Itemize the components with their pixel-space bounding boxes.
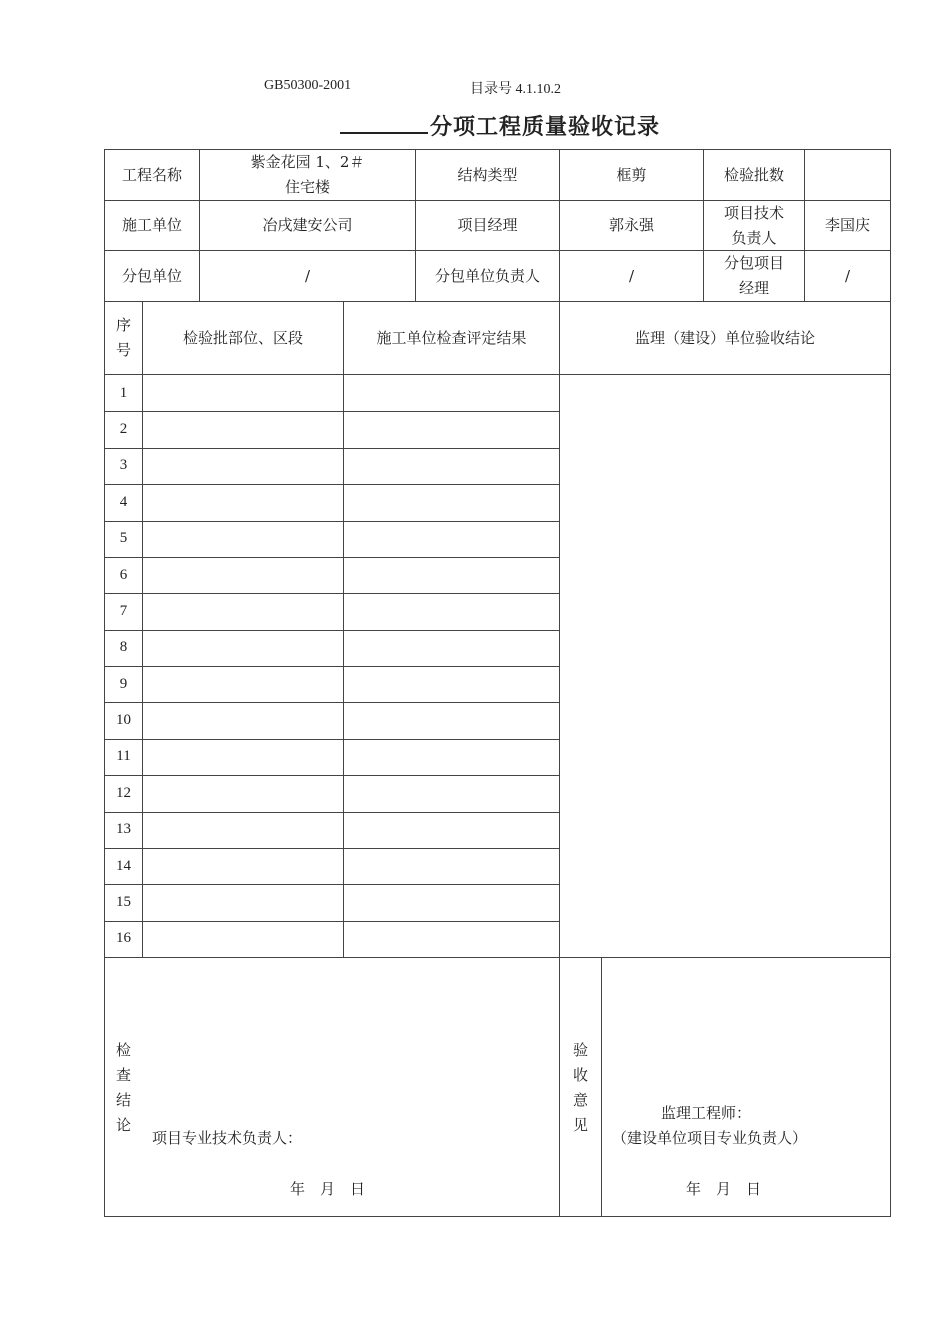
row-number: 11: [116, 748, 131, 765]
row-line: [104, 812, 560, 813]
row-result-cell[interactable]: [344, 593, 559, 629]
row-number: 9: [119, 675, 128, 692]
row-line: [104, 666, 560, 667]
row-line: [104, 557, 560, 558]
seq-header-line1: 序: [115, 316, 131, 334]
row-location-cell[interactable]: [143, 666, 343, 702]
supervisor-label: 监理工程师：: [661, 1104, 752, 1122]
row-line: [104, 884, 560, 885]
row-number: 3: [119, 457, 128, 474]
row-number: 2: [119, 421, 128, 438]
row-number: 15: [116, 893, 131, 910]
row-line: [104, 848, 560, 849]
sub-lead-value[interactable]: /: [628, 266, 635, 285]
project-name-label: 工程名称: [121, 165, 182, 184]
row-location-cell[interactable]: [143, 812, 343, 848]
title-blank[interactable]: [340, 112, 428, 134]
row-number: 4: [119, 493, 128, 510]
title-text: 分项工程质量验收记录: [429, 114, 660, 140]
structure-type-label: 结构类型: [457, 165, 518, 184]
location-header: 检验批部位、区段: [182, 328, 303, 347]
row-number: 10: [116, 712, 131, 729]
row-number: 1: [119, 384, 128, 401]
row-line: [104, 593, 560, 594]
row-number: 14: [116, 857, 131, 874]
batch-count-value[interactable]: [805, 150, 890, 200]
row-location-cell[interactable]: [143, 775, 343, 811]
row-result-cell[interactable]: [344, 702, 559, 738]
contractor-label: 施工单位: [121, 216, 182, 234]
row-number: 7: [119, 602, 128, 619]
border-right: [890, 149, 891, 1217]
date-right: 年 月 日: [686, 1180, 762, 1198]
row-number: 6: [119, 566, 128, 583]
check-char: 论: [115, 1116, 131, 1134]
row-line: [104, 702, 560, 703]
acceptance-opinion-label: [560, 1038, 601, 1138]
accept-char: 验: [572, 1041, 588, 1059]
accept-char: 意: [572, 1091, 588, 1109]
row-line: [104, 484, 560, 485]
row-number: 12: [116, 784, 131, 801]
row-result-cell[interactable]: [344, 848, 559, 884]
row-location-cell[interactable]: [143, 484, 343, 520]
tech-lead-label-line2: 负责人: [731, 228, 777, 247]
row-result-cell[interactable]: [344, 448, 559, 484]
tech-lead-label-line1: 项目技术: [723, 203, 784, 222]
accept-char: 见: [572, 1116, 588, 1134]
sub-pm-value[interactable]: /: [844, 266, 851, 285]
row-result-cell[interactable]: [344, 666, 559, 702]
row-location-cell[interactable]: [143, 630, 343, 666]
row-number: 13: [116, 821, 131, 838]
supervisor-conclusion-header: 监理（建设）单位验收结论: [634, 328, 815, 347]
date-left: 年 月 日: [290, 1180, 366, 1198]
row-line: [104, 921, 560, 922]
row-line: [104, 775, 560, 776]
check-char: 结: [115, 1091, 131, 1109]
subcontractor-value[interactable]: /: [304, 266, 311, 285]
check-char: 检: [115, 1041, 131, 1059]
row-location-cell[interactable]: [143, 702, 343, 738]
row-line: [104, 411, 560, 412]
sub-pm-label-line1: 分包项目: [723, 254, 784, 272]
row-number: 16: [116, 930, 131, 947]
row-location-cell[interactable]: [143, 411, 343, 447]
accept-char: 收: [572, 1066, 588, 1084]
check-char: 查: [115, 1066, 131, 1084]
row-location-cell[interactable]: [143, 848, 343, 884]
project-name-line1: 紫金花园 1、2＃: [250, 153, 365, 171]
row-location-cell[interactable]: [143, 448, 343, 484]
row-line: [104, 630, 560, 631]
row-line: [104, 739, 560, 740]
page-title: [0, 110, 950, 141]
row-location-cell[interactable]: [143, 557, 343, 593]
row-result-cell[interactable]: [344, 630, 559, 666]
check-conclusion-label: [105, 1038, 142, 1138]
subcontractor-label: 分包单位: [121, 266, 182, 285]
row-number: 5: [119, 530, 128, 547]
row-result-cell[interactable]: [344, 775, 559, 811]
row-location-cell[interactable]: [143, 521, 343, 557]
row-result-cell[interactable]: [344, 411, 559, 447]
row-line: [104, 521, 560, 522]
row-line: [104, 448, 560, 449]
row-location-cell[interactable]: [143, 375, 343, 411]
row-result-cell[interactable]: [344, 557, 559, 593]
builder-label: （建设单位项目专业负责人）: [612, 1129, 808, 1147]
row-result-cell[interactable]: [344, 812, 559, 848]
structure-type-value[interactable]: 框剪: [616, 165, 647, 184]
tech-lead-label: [704, 201, 804, 250]
supervisor-conclusion-cell[interactable]: [560, 375, 890, 957]
tech-person-label: 项目专业技术负责人：: [152, 1129, 303, 1147]
catalog-number: 目录号 4.1.10.2: [470, 82, 561, 97]
contractor-value[interactable]: 冶戌建安公司: [262, 216, 353, 234]
row-location-cell[interactable]: [143, 593, 343, 629]
project-name-line2: 住宅楼: [284, 178, 330, 196]
tech-lead-value[interactable]: 李国庆: [824, 216, 870, 234]
seq-header-line2: 号: [115, 341, 131, 359]
row-result-cell[interactable]: [344, 521, 559, 557]
contractor-result-header: 施工单位检查评定结果: [376, 328, 527, 347]
row-location-cell[interactable]: [143, 739, 343, 775]
sub-pm-label: [704, 251, 804, 301]
row-location-cell[interactable]: [143, 921, 343, 957]
row-result-cell[interactable]: [344, 921, 559, 957]
row-number: 8: [119, 639, 128, 656]
batch-count-label: 检验批数: [723, 165, 784, 184]
border-bottom: [104, 1216, 891, 1217]
row-result-cell[interactable]: [344, 739, 559, 775]
project-name-value[interactable]: [200, 150, 415, 200]
project-manager-label: 项目经理: [457, 216, 518, 234]
row-location-cell[interactable]: [143, 884, 343, 920]
seq-header: [105, 302, 142, 374]
standard-code: GB50300-2001: [264, 78, 352, 93]
row-result-cell[interactable]: [344, 884, 559, 920]
project-manager-value[interactable]: 郭永强: [608, 216, 654, 234]
sub-lead-label: 分包单位负责人: [434, 266, 540, 285]
row-result-cell[interactable]: [344, 484, 559, 520]
sub-pm-label-line2: 经理: [738, 279, 769, 297]
row-result-cell[interactable]: [344, 375, 559, 411]
